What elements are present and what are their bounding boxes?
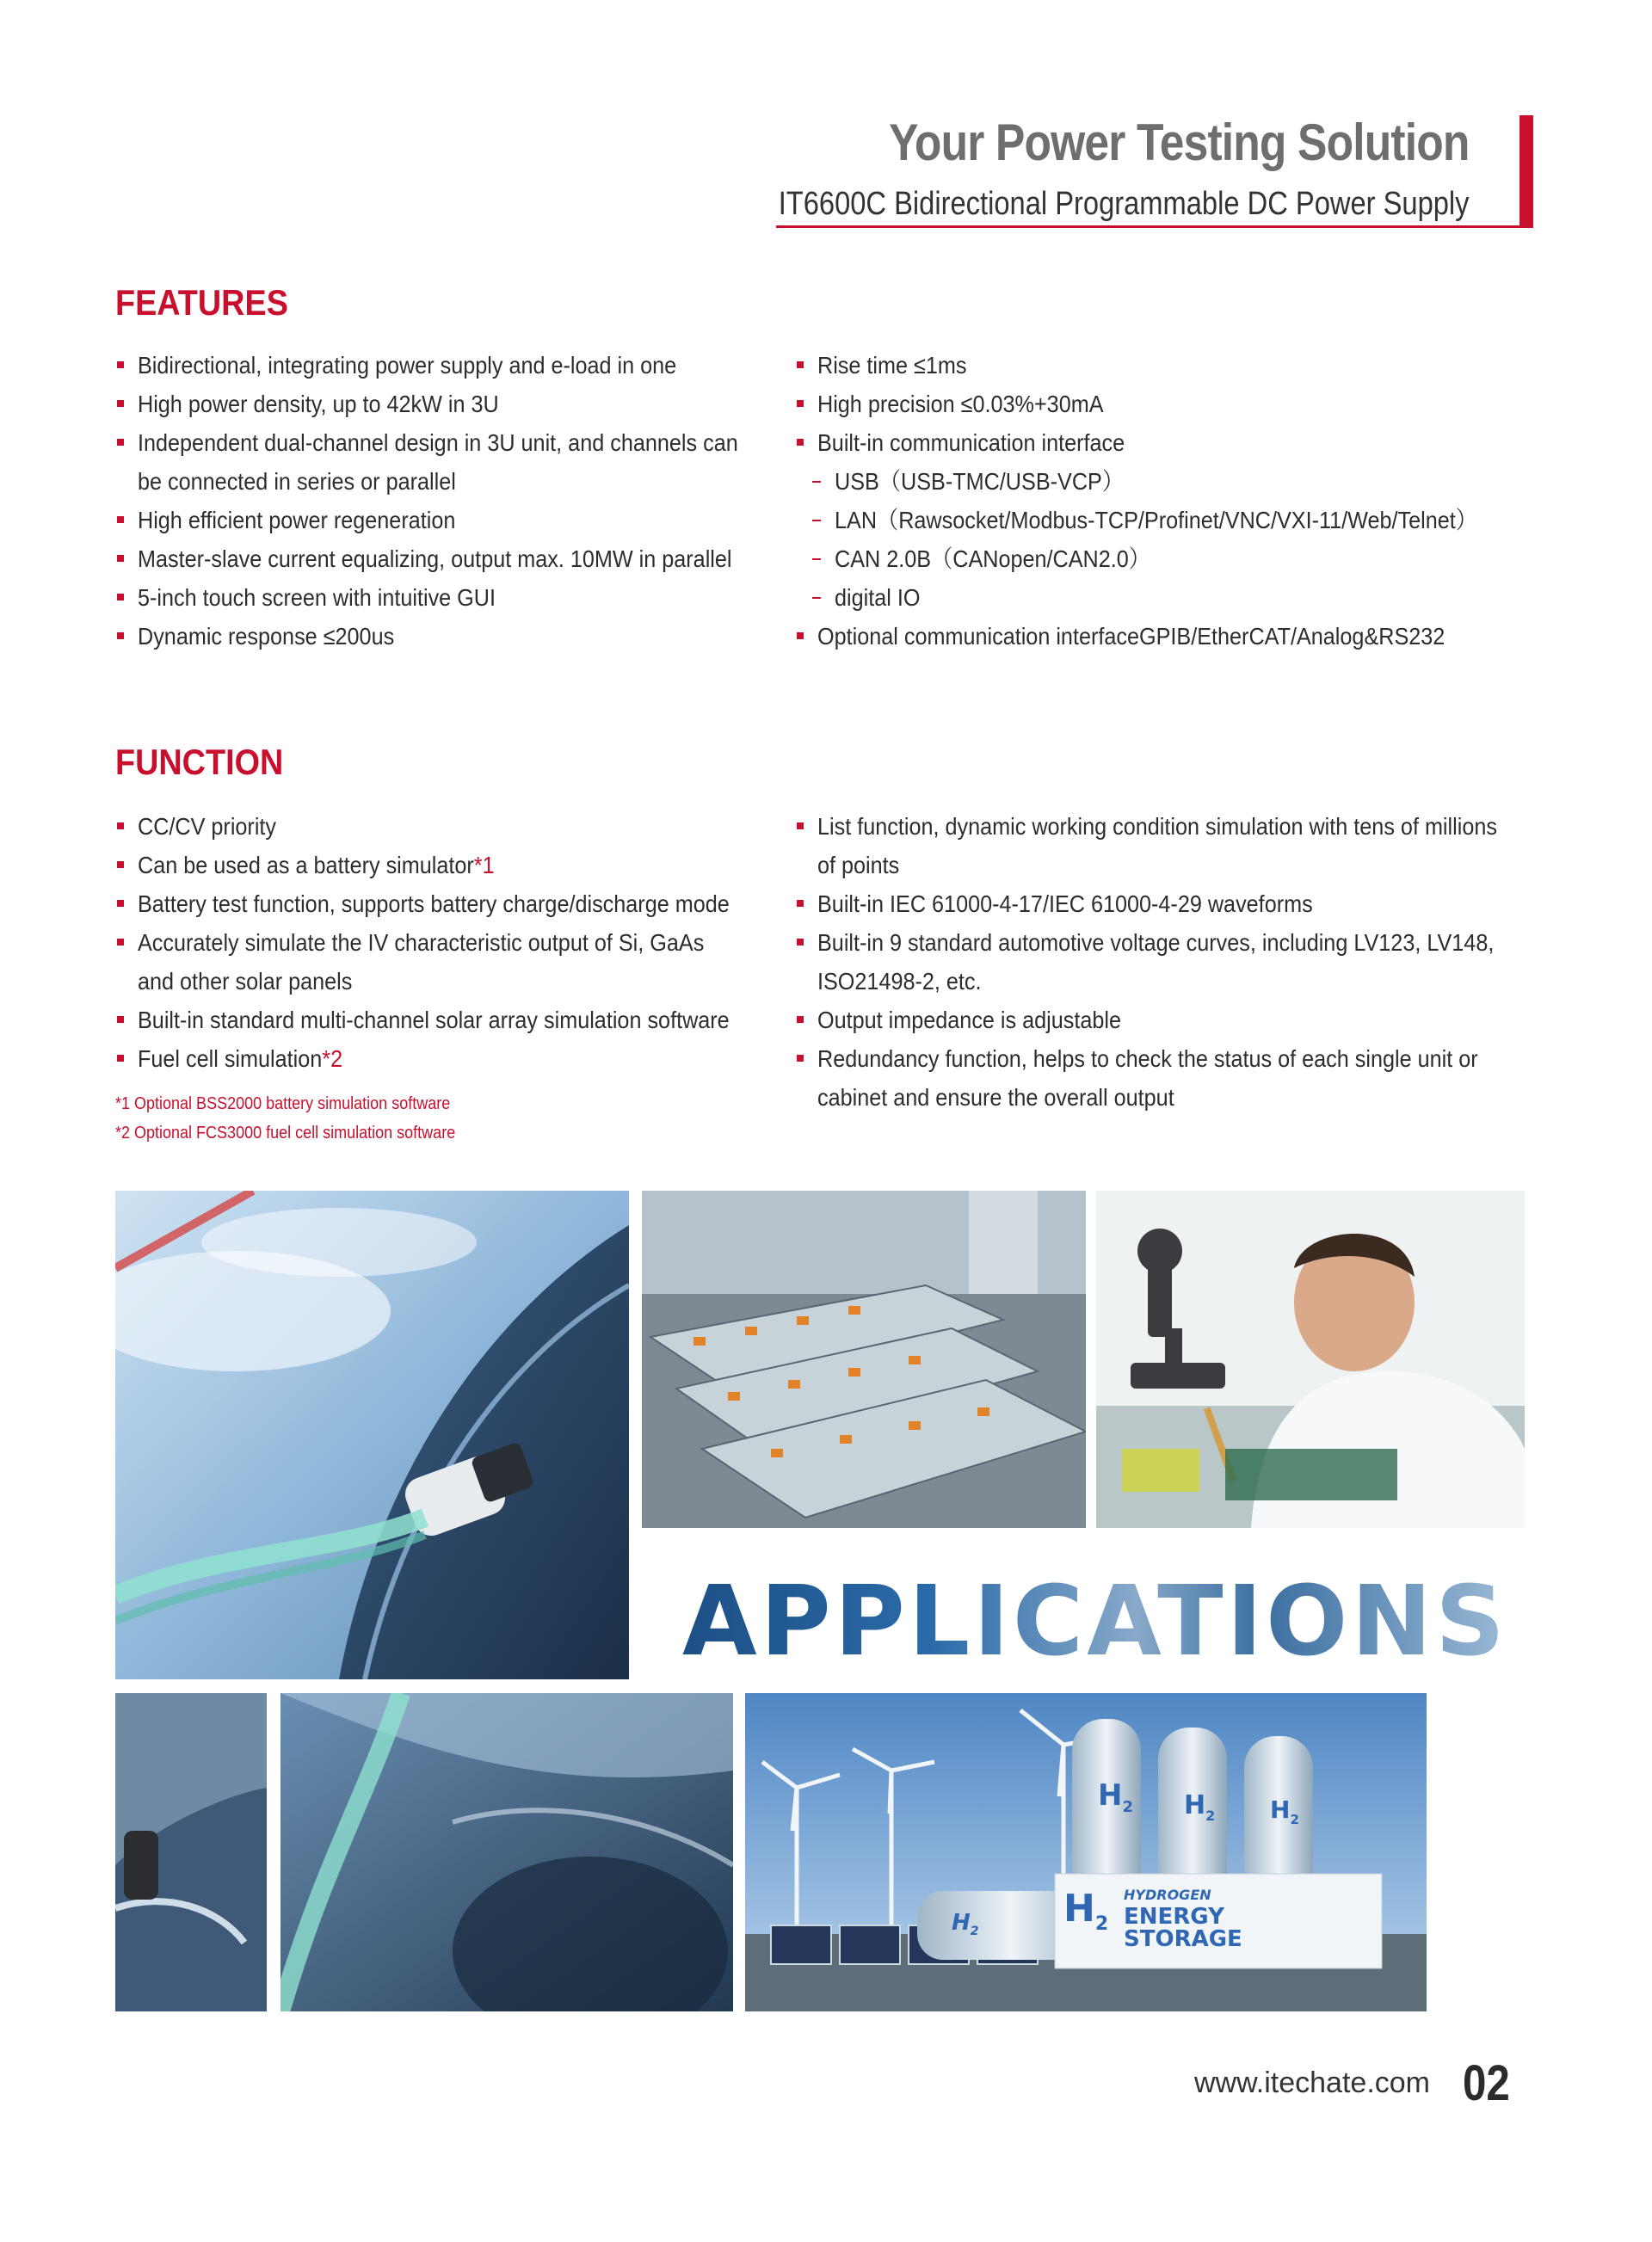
list-item xyxy=(795,423,1549,462)
features-left-column xyxy=(115,346,804,656)
list-item-text: USB（USB-TMC/USB-VCP） xyxy=(835,468,1125,495)
list-item xyxy=(115,423,804,462)
list-item-text: Independent dual-channel design in 3U unit, and channels can xyxy=(138,429,738,456)
list-item-text: CAN 2.0B（CANopen/CAN2.0） xyxy=(835,545,1150,572)
container-h2-label: $H_2$ xyxy=(1063,1887,1109,1935)
list-item-text: High precision ≤0.03%+30mA xyxy=(817,391,1104,417)
storage-label: STORAGE xyxy=(1124,1926,1242,1952)
footnote-mark: *2 xyxy=(322,1045,343,1072)
list-item xyxy=(795,923,1573,962)
list-item-text: Accurately simulate the IV characteristic output of Si, GaAs xyxy=(138,929,705,956)
list-item-text: 5-inch touch screen with intuitive GUI xyxy=(138,584,496,611)
list-item-continuation xyxy=(115,962,795,1001)
sub-list-item xyxy=(795,539,1549,578)
tank-label-1: $H_2$ xyxy=(1098,1778,1133,1816)
engineer-soldering-photo xyxy=(1096,1191,1525,1528)
function-heading: FUNCTION xyxy=(115,742,284,782)
footnote-2: *2 Optional FCS3000 fuel cell simulation software xyxy=(115,1124,456,1143)
footnote-1: *1 Optional BSS2000 battery simulation software xyxy=(115,1094,451,1113)
list-item-text: cabinet and ensure the overall output xyxy=(817,1084,1174,1111)
list-item-text: High efficient power regeneration xyxy=(138,507,456,533)
list-item-continuation xyxy=(115,462,804,501)
list-item-text: Output impedance is adjustable xyxy=(817,1007,1122,1033)
list-item xyxy=(115,346,804,385)
function-left-column xyxy=(115,807,795,1078)
list-item-text: Built-in communication interface xyxy=(817,429,1125,456)
list-item-continuation xyxy=(795,962,1573,1001)
car-detail-photo xyxy=(280,1693,733,2011)
list-item-text: Built-in IEC 61000-4-17/IEC 61000-4-29 waveforms xyxy=(817,890,1313,917)
applications-title: APPLICATIONS xyxy=(682,1566,1508,1678)
list-item xyxy=(115,884,795,923)
list-item xyxy=(115,539,804,578)
ev-charging-photo xyxy=(115,1191,629,1679)
header-underline xyxy=(776,225,1533,228)
car-mirror-photo xyxy=(115,1693,267,2011)
list-item-text: Bidirectional, integrating power supply and e-load in one xyxy=(138,352,677,379)
list-item-text: CC/CV priority xyxy=(138,813,277,840)
list-item-text: Redundancy function, helps to check the status of each single unit or xyxy=(817,1045,1478,1072)
list-item xyxy=(795,884,1573,923)
page-number: 02 xyxy=(1463,2055,1510,2111)
page-subtitle: IT6600C Bidirectional Programmable DC Power Supply xyxy=(779,186,1470,222)
list-item-text: Fuel cell simulation xyxy=(138,1045,323,1072)
list-item-text: ISO21498-2, etc. xyxy=(817,968,982,995)
list-item-text: be connected in series or parallel xyxy=(138,468,456,495)
hydrogen-label: HYDROGEN xyxy=(1124,1887,1211,1903)
features-right-column xyxy=(795,346,1549,656)
list-item-text: Dynamic response ≤200us xyxy=(138,623,395,650)
list-item xyxy=(795,807,1573,846)
list-item-text: High power density, up to 42kW in 3U xyxy=(138,391,499,417)
list-item xyxy=(115,1039,795,1078)
battery-modules-photo xyxy=(642,1191,1086,1528)
list-item xyxy=(795,1039,1573,1078)
sub-list-item xyxy=(795,578,1549,617)
list-item xyxy=(115,385,804,423)
tank-label-2: $H_2$ xyxy=(1184,1790,1216,1824)
list-item-text: LAN（Rawsocket/Modbus-TCP/Profinet/VNC/VXI-11/Web/Telnet） xyxy=(835,507,1477,533)
list-item xyxy=(795,385,1549,423)
list-item xyxy=(115,1001,795,1039)
list-item xyxy=(795,1001,1573,1039)
list-item-text: of points xyxy=(817,852,900,878)
header-accent-bar xyxy=(1519,115,1533,228)
list-item-text: Can be used as a battery simulator xyxy=(138,852,474,878)
list-item xyxy=(795,617,1549,656)
footer-url[interactable]: www.itechate.com xyxy=(1194,2066,1430,2099)
list-item-text: digital IO xyxy=(835,584,921,611)
energy-label: ENERGY xyxy=(1124,1904,1224,1930)
list-item-text: Rise time ≤1ms xyxy=(817,352,967,379)
page-header xyxy=(666,110,1470,225)
footnote-mark: *1 xyxy=(473,852,495,878)
list-item-text: List function, dynamic working condition simulation with tens of millions xyxy=(817,813,1497,840)
list-item-text: Built-in 9 standard automotive voltage curves, including LV123, LV148, xyxy=(817,929,1495,956)
trailer-label: $H_2$ xyxy=(952,1910,979,1938)
list-item-text: Battery test function, supports battery charge/discharge mode xyxy=(138,890,730,917)
list-item-text: Master-slave current equalizing, output max. 10MW in parallel xyxy=(138,545,732,572)
list-item-text: Built-in standard multi-channel solar array simulation software xyxy=(138,1007,730,1033)
function-right-column xyxy=(795,807,1573,1117)
list-item xyxy=(115,923,795,962)
list-item-text: and other solar panels xyxy=(138,968,353,995)
page-title: Your Power Testing Solution xyxy=(889,114,1470,171)
list-item xyxy=(115,501,804,539)
hydrogen-storage-photo xyxy=(745,1693,1427,2011)
list-item xyxy=(795,346,1549,385)
list-item-text: Optional communication interfaceGPIB/EtherCAT/Analog&RS232 xyxy=(817,623,1446,650)
list-item-continuation xyxy=(795,846,1573,884)
features-heading: FEATURES xyxy=(115,282,288,323)
list-item xyxy=(115,846,795,884)
list-item xyxy=(115,578,804,617)
list-item-continuation xyxy=(795,1078,1573,1117)
list-item xyxy=(115,617,804,656)
sub-list-item xyxy=(795,501,1549,539)
sub-list-item xyxy=(795,462,1549,501)
list-item xyxy=(115,807,795,846)
tank-label-3: $H_2$ xyxy=(1270,1795,1299,1827)
